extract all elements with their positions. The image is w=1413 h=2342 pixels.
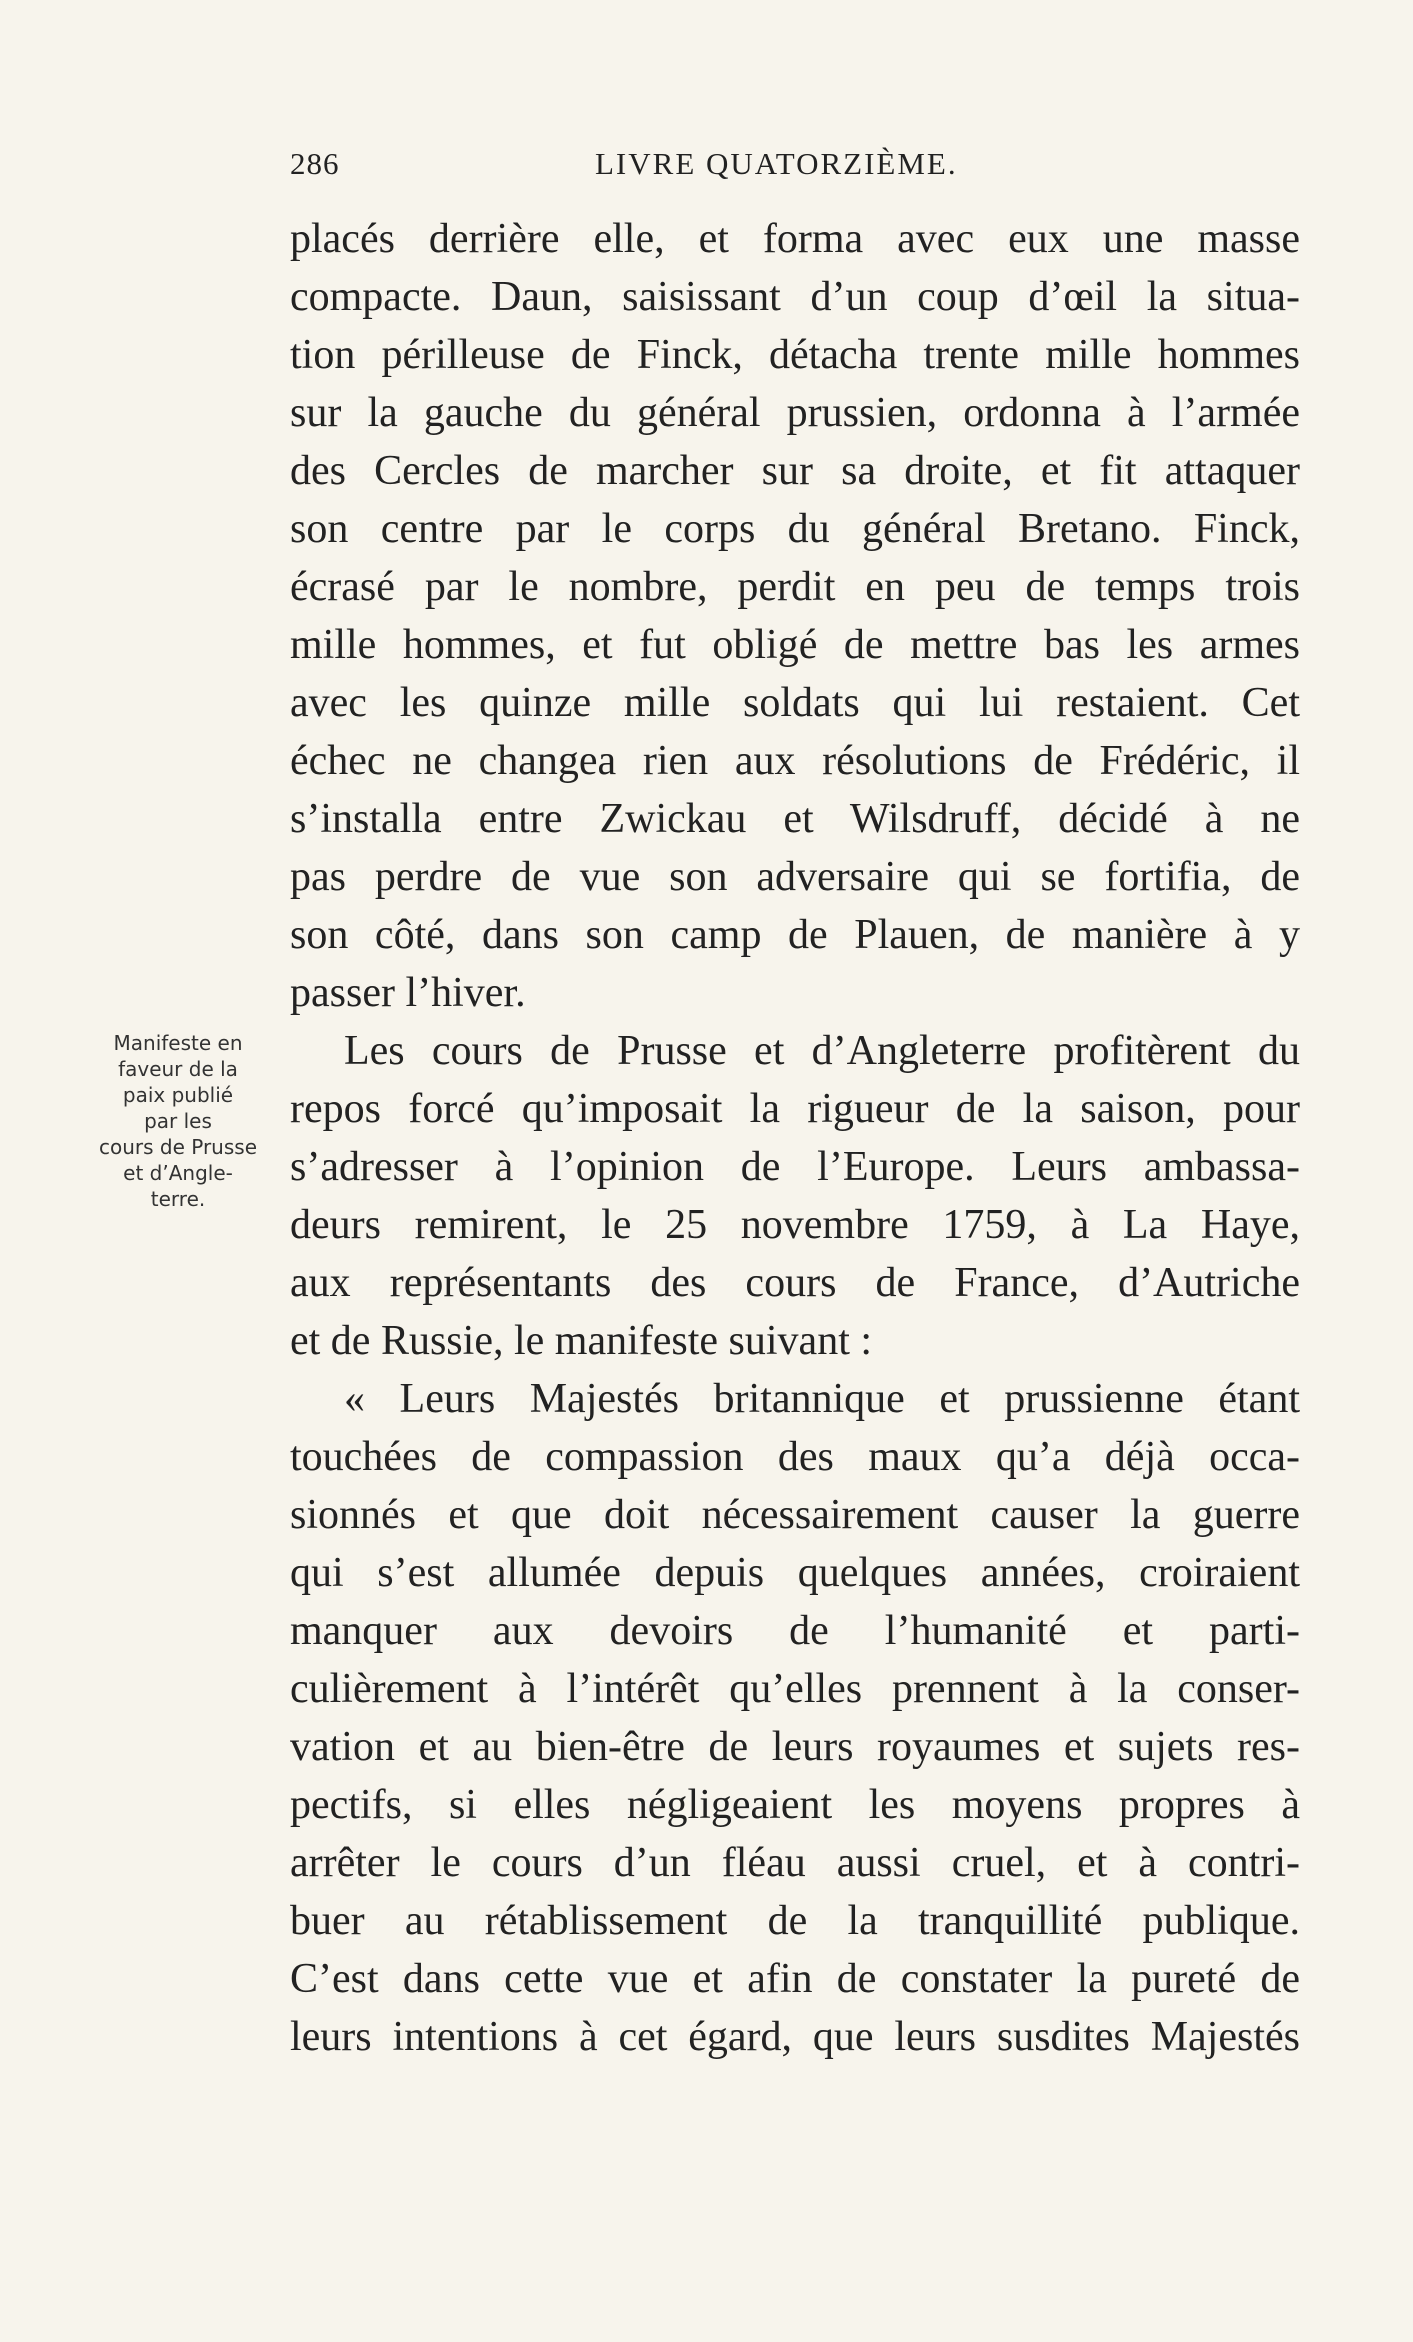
running-head: LIVRE QUATORZIÈME. [595,146,958,181]
margin-note-line: par les [144,1109,212,1133]
text-line: son côté, dans son camp de Plauen, de manière à y [290,912,1300,958]
page-number: 286 [290,146,340,181]
text-line: tion périlleuse de Finck, détacha trente mille hommes [290,332,1300,378]
text-line: touchées de compassion des maux qu’a déjà occa- [290,1434,1300,1480]
text-line: leurs intentions à cet égard, que leurs susdites Majestés [290,2014,1300,2060]
text-line: culièrement à l’intérêt qu’elles prennent à la conser- [290,1666,1300,1712]
margin-note-line: cours de Prusse [98,1135,258,1159]
text-line: s’installa entre Zwickau et Wilsdruff, décidé à ne [290,796,1300,842]
text-line: pectifs, si elles négligeaient les moyens propres à [290,1782,1300,1828]
margin-note-line: paix publié [122,1083,234,1107]
text-line: repos forcé qu’imposait la rigueur de la saison, pour [290,1086,1300,1132]
text-line: sionnés et que doit nécessairement causer la guerre [290,1492,1300,1538]
text-line: aux représentants des cours de France, d’Autriche [290,1260,1300,1306]
text-line: avec les quinze mille soldats qui lui restaient. Cet [290,680,1300,726]
text-line: deurs remirent, le 25 novembre 1759, à La Haye, [290,1202,1300,1248]
margin-note-line: et d’Angle- [123,1161,233,1185]
margin-note-line: faveur de la [118,1057,238,1081]
text-line: échec ne changea rien aux résolutions de Frédéric, il [290,738,1300,784]
text-line: C’est dans cette vue et afin de constater la pureté de [290,1956,1300,2002]
margin-note [78,1030,278,1212]
text-line: des Cercles de marcher sur sa droite, et fit attaquer [290,448,1300,494]
page-header [290,146,1300,194]
text-line: son centre par le corps du général Bretano. Finck, [290,506,1300,552]
text-line: passer l’hiver. [290,970,526,1016]
text-line: pas perdre de vue son adversaire qui se fortifia, de [290,854,1300,900]
text-line: manquer aux devoirs de l’humanité et parti- [290,1608,1300,1654]
text-line: buer au rétablissement de la tranquillité publique. [290,1898,1300,1944]
text-line: vation et au bien-être de leurs royaumes et sujets res- [290,1724,1300,1770]
text-line: écrasé par le nombre, perdit en peu de temps trois [290,564,1300,610]
text-line: placés derrière elle, et forma avec eux une masse [290,216,1300,262]
margin-note-line: Manifeste en [113,1031,243,1055]
text-line: qui s’est allumée depuis quelques années, croiraient [290,1550,1300,1596]
text-line: et de Russie, le manifeste suivant : [290,1318,873,1364]
text-line: Les cours de Prusse et d’Angleterre profitèrent du [344,1028,1300,1074]
text-line: sur la gauche du général prussien, ordonna à l’armée [290,390,1300,436]
text-line: « Leurs Majestés britannique et prussienne étant [344,1376,1300,1422]
body-text [290,210,1300,2066]
margin-note-line: terre. [150,1187,206,1211]
text-line: compacte. Daun, saisissant d’un coup d’œil la situa- [290,274,1300,320]
text-line: s’adresser à l’opinion de l’Europe. Leurs ambassa- [290,1144,1300,1190]
text-line: arrêter le cours d’un fléau aussi cruel, et à contri- [290,1840,1300,1886]
text-line: mille hommes, et fut obligé de mettre bas les armes [290,622,1300,668]
